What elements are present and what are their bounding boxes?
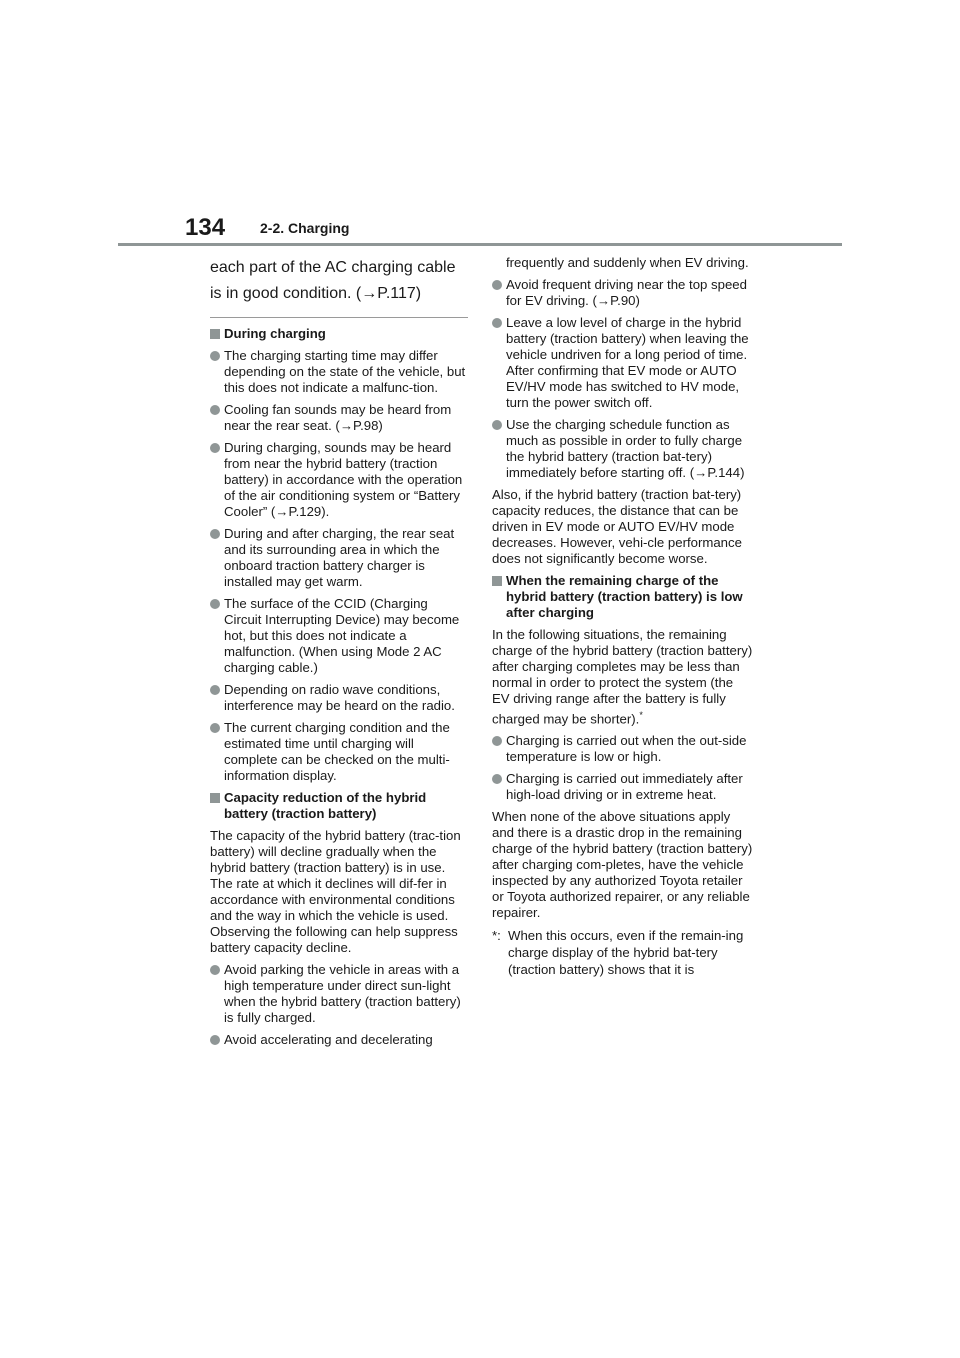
heading-capacity-reduction: Capacity reduction of the hybrid battery (traction battery) [210,790,468,822]
paragraph: When none of the above situations apply and there is a drastic drop in the remaining charge of the hybrid battery (traction battery) after charging com-pletes, have the vehicle inspected by any authorized Toyota retailer or Toyota authorized repairer, or any reliable repairer. [492,809,753,921]
lead-text: each part of the AC charging cable is in good condition. (→P.117) [210,259,456,302]
list-item: During charging, sounds may be heard from near the hybrid battery (traction battery) in accordance with the operation of the air conditioning system or “Battery Cooler” (→P.129). [210,440,468,520]
bullet-icon [210,405,220,415]
bullet-icon [210,965,220,975]
bullet-icon [210,529,220,539]
bullet-icon [210,1035,220,1045]
left-column [210,255,468,1054]
divider [210,317,468,318]
paragraph: In the following situations, the remaining charge of the hybrid battery (traction battery) after charging completes may be less than normal in order to protect the system (the EV driving range after the battery is fully charged may be shorter).* [492,627,753,727]
bullet-icon [210,351,220,361]
list-item-extra: After confirming that EV mode or AUTO EV/HV mode has switched to HV mode, turn the power switch off. [506,363,740,410]
heading-low-charge: When the remaining charge of the hybrid battery (traction battery) is low after charging [492,573,754,621]
footnote [492,927,754,978]
page-header [185,210,845,244]
continued-text: frequently and suddenly when EV driving. [506,255,749,270]
list-item: Depending on radio wave conditions, interference may be heard on the radio. [210,682,468,714]
list-item: Use the charging schedule function as much as possible in order to fully charge the hybrid battery (traction bat-tery) immediately before starting off. (→P.144) [492,417,754,481]
list-item: The charging starting time may differ depending on the state of the vehicle, but this does not indicate a malfunc-tion. [210,348,468,396]
list-item: The surface of the CCID (Charging Circuit Interrupting Device) may become hot, but this does not indicate a malfunction. (When using Mode 2 AC charging cable.) [210,596,468,676]
heading-during-charging: During charging [210,326,468,342]
bullet-icon [492,774,502,784]
footnote-text: When this occurs, even if the remain-ing charge display of the hybrid bat-tery (traction battery) shows that it is [508,928,744,978]
bullet-icon [210,723,220,733]
bullet-icon [210,443,220,453]
header-rule [118,243,842,246]
footnote-label: *: [492,928,501,944]
list-item: Avoid parking the vehicle in areas with a high temperature under direct sun-light when the hybrid battery (traction battery) is fully charged. [210,962,468,1026]
paragraph: The capacity of the hybrid battery (trac-tion battery) will decline gradually when the hybrid battery (traction battery) is in use. The rate at which it declines will dif-fer in accordance with environmental conditions and the way in which the vehicle is used. Observing the following can help suppress battery capacity decline. [210,828,461,955]
right-column [492,255,754,978]
list-item: Charging is carried out immediately after high-load driving or in extreme heat. [492,771,754,803]
bullet-icon [210,685,220,695]
footnote-mark: * [639,710,643,720]
bullet-icon [492,318,502,328]
list-item: Avoid frequent driving near the top speed for EV driving. (→P.90) [492,277,754,309]
bullet-icon [492,280,502,290]
list-item: During and after charging, the rear seat and its surrounding area in which the onboard traction battery charger is installed may get warm. [210,526,468,590]
list-item: Avoid accelerating and decelerating [210,1032,468,1048]
paragraph: Also, if the hybrid battery (traction bat-tery) capacity reduces, the distance that can be driven in EV mode or AUTO EV/HV mode decreases. However, vehi-cle performance does not significantly become worse. [492,487,742,566]
list-item: Charging is carried out when the out-side temperature is low or high. [492,733,754,765]
list-item: Cooling fan sounds may be heard from near the rear seat. (→P.98) [210,402,468,434]
bullet-icon [492,736,502,746]
bullet-icon [210,599,220,609]
list-item: Leave a low level of charge in the hybrid battery (traction battery) when leaving the vehicle undriven for a long period of time. After confirming that EV mode or AUTO EV/HV mode has switched to HV mode, turn the power switch off. [492,315,754,411]
bullet-icon [492,420,502,430]
section-title: 2-2. Charging [260,220,350,236]
page-number: 134 [185,214,226,241]
list-item: The current charging condition and the estimated time until charging will complete can be checked on the multi-information display. [210,720,468,784]
